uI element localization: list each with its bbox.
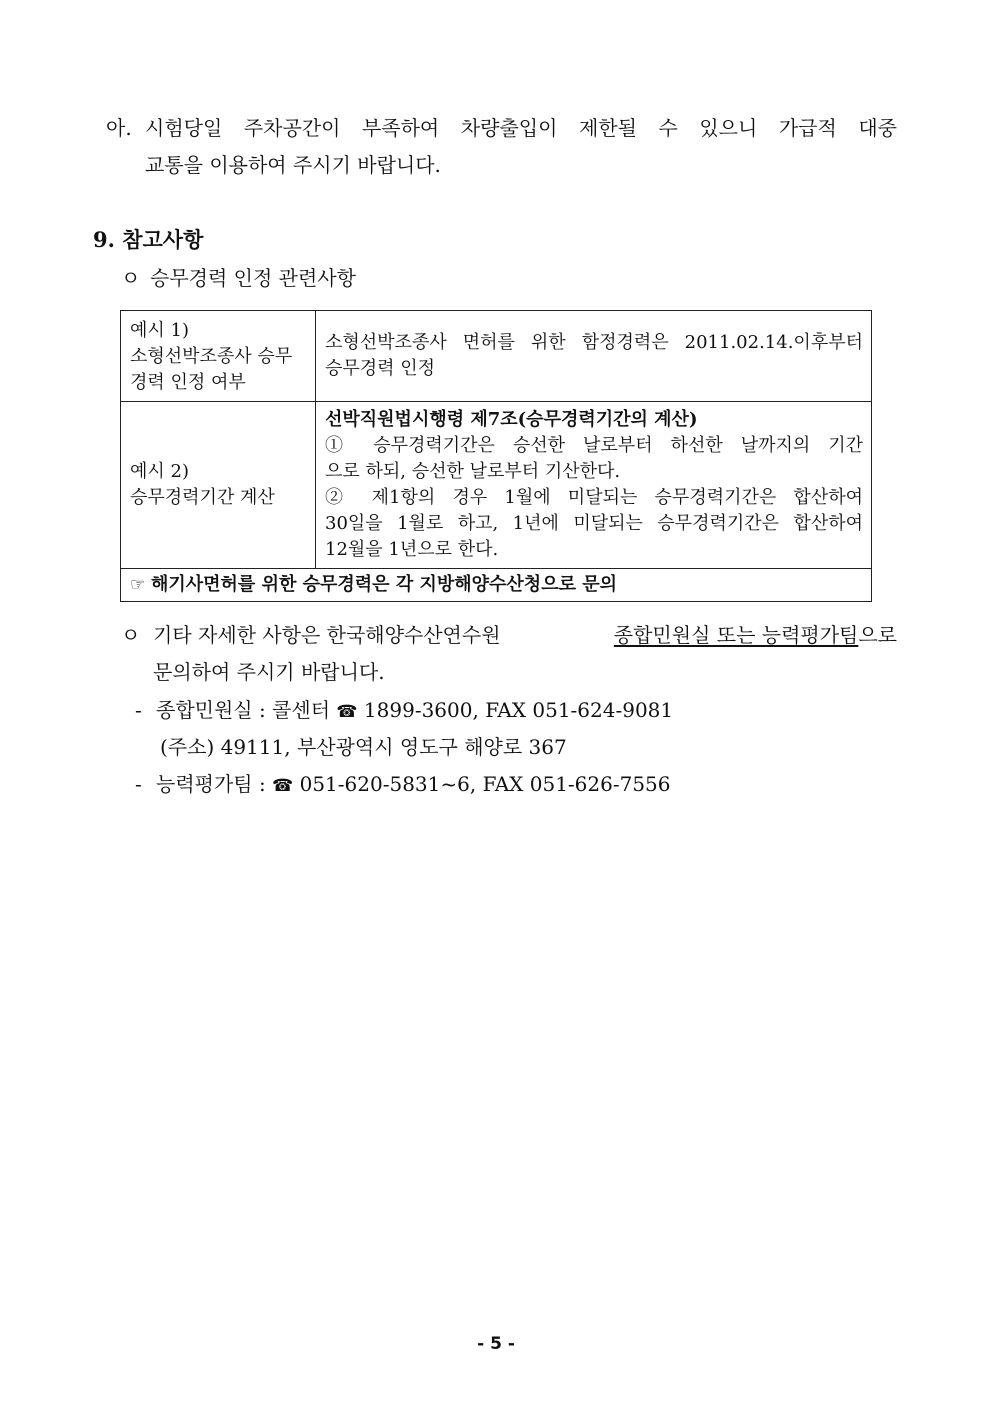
example2-label: 예시 2) — [130, 461, 189, 482]
example2-content-line: 12월을 1년으로 한다. — [325, 539, 499, 560]
example1-content-line: 승무경력 인정 — [325, 358, 436, 379]
example2-content-title: 선박직원법시행령 제7조(승무경력기간의 계산) — [325, 409, 698, 430]
contact-general-name: 종합민원실 : 콜센터 — [156, 698, 331, 722]
contact-general-numbers: 1899-3600, FAX 051-624-9081 — [363, 698, 674, 722]
example1-content-cell — [316, 311, 872, 402]
example1-label: 예시 1) — [130, 320, 189, 341]
example1-label-cell — [121, 311, 316, 402]
example2-content-line: ② 제1항의 경우 1월에 미달되는 승무경력기간은 합산하여 — [325, 487, 863, 508]
example2-content-line: 으로 하되, 승선한 날로부터 기산한다. — [325, 461, 621, 482]
bullet-contact-rest — [614, 622, 897, 648]
example1-label-line: 소형선박조종사 승무 — [130, 346, 293, 367]
bullet-marker: ㅇ — [121, 623, 141, 647]
example2-label-cell — [121, 402, 316, 569]
table-row-note — [121, 569, 872, 602]
telephone-icon: ☎ — [272, 776, 294, 796]
bullet-contact-suffix: 으로 — [858, 623, 897, 647]
bullet-career-heading: 승무경력 인정 관련사항 — [150, 266, 356, 290]
bullet-contact-line2: 문의하여 주시기 바랍니다. — [153, 660, 385, 684]
example1-label-line: 경력 인정 여부 — [130, 372, 246, 393]
contact-evaluation-team — [156, 771, 671, 799]
bullet-contact-line — [153, 622, 897, 648]
contact-general-office — [156, 697, 673, 725]
item-a-line2: 교통을 이용하여 주시기 바랍니다. — [145, 153, 441, 177]
contact-departments: 종합민원실 또는 능력평가팀 — [613, 623, 859, 647]
example1-content-line: 소형선박조종사 면허를 위한 함정경력은 2011.02.14.이후부터 — [325, 332, 863, 353]
pointing-hand-icon: ☞ — [130, 575, 146, 595]
note-cell — [121, 569, 872, 602]
page-number: - 5 - — [477, 1334, 515, 1354]
example2-content-line: ① 승무경력기간은 승선한 날로부터 하선한 날까지의 기간 — [325, 435, 863, 456]
item-a-marker: 아. — [106, 116, 132, 140]
contact-evaluation-numbers: 051-620-5831~6, FAX 051-626-7556 — [299, 772, 671, 796]
contact-address: (주소) 49111, 부산광역시 영도구 해양로 367 — [160, 735, 567, 759]
bullet-marker: ㅇ — [121, 266, 141, 290]
bullet-contact-text: 기타 자세한 사항은 한국해양수산연수원 — [153, 623, 501, 647]
telephone-icon: ☎ — [336, 702, 358, 722]
example2-label-line: 승무경력기간 계산 — [130, 487, 275, 508]
contact-dash: - — [135, 772, 142, 796]
example2-content-cell — [316, 402, 872, 569]
table-row-example1 — [121, 311, 872, 402]
contact-evaluation-name: 능력평가팀 : — [156, 772, 266, 796]
reference-table — [120, 310, 872, 602]
item-a-line1: 시험당일 주차공간이 부족하여 차량출입이 제한될 수 있으니 가급적 대중 — [145, 116, 897, 140]
example2-content-line: 30일을 1월로 하고, 1년에 미달되는 승무경력기간은 합산하여 — [325, 513, 863, 534]
note-text: 해기사면허를 위한 승무경력은 각 지방해양수산청으로 문의 — [150, 574, 618, 595]
contact-dash: - — [135, 698, 142, 722]
section-title: 9. 참고사항 — [93, 227, 204, 252]
table-row-example2 — [121, 402, 872, 569]
